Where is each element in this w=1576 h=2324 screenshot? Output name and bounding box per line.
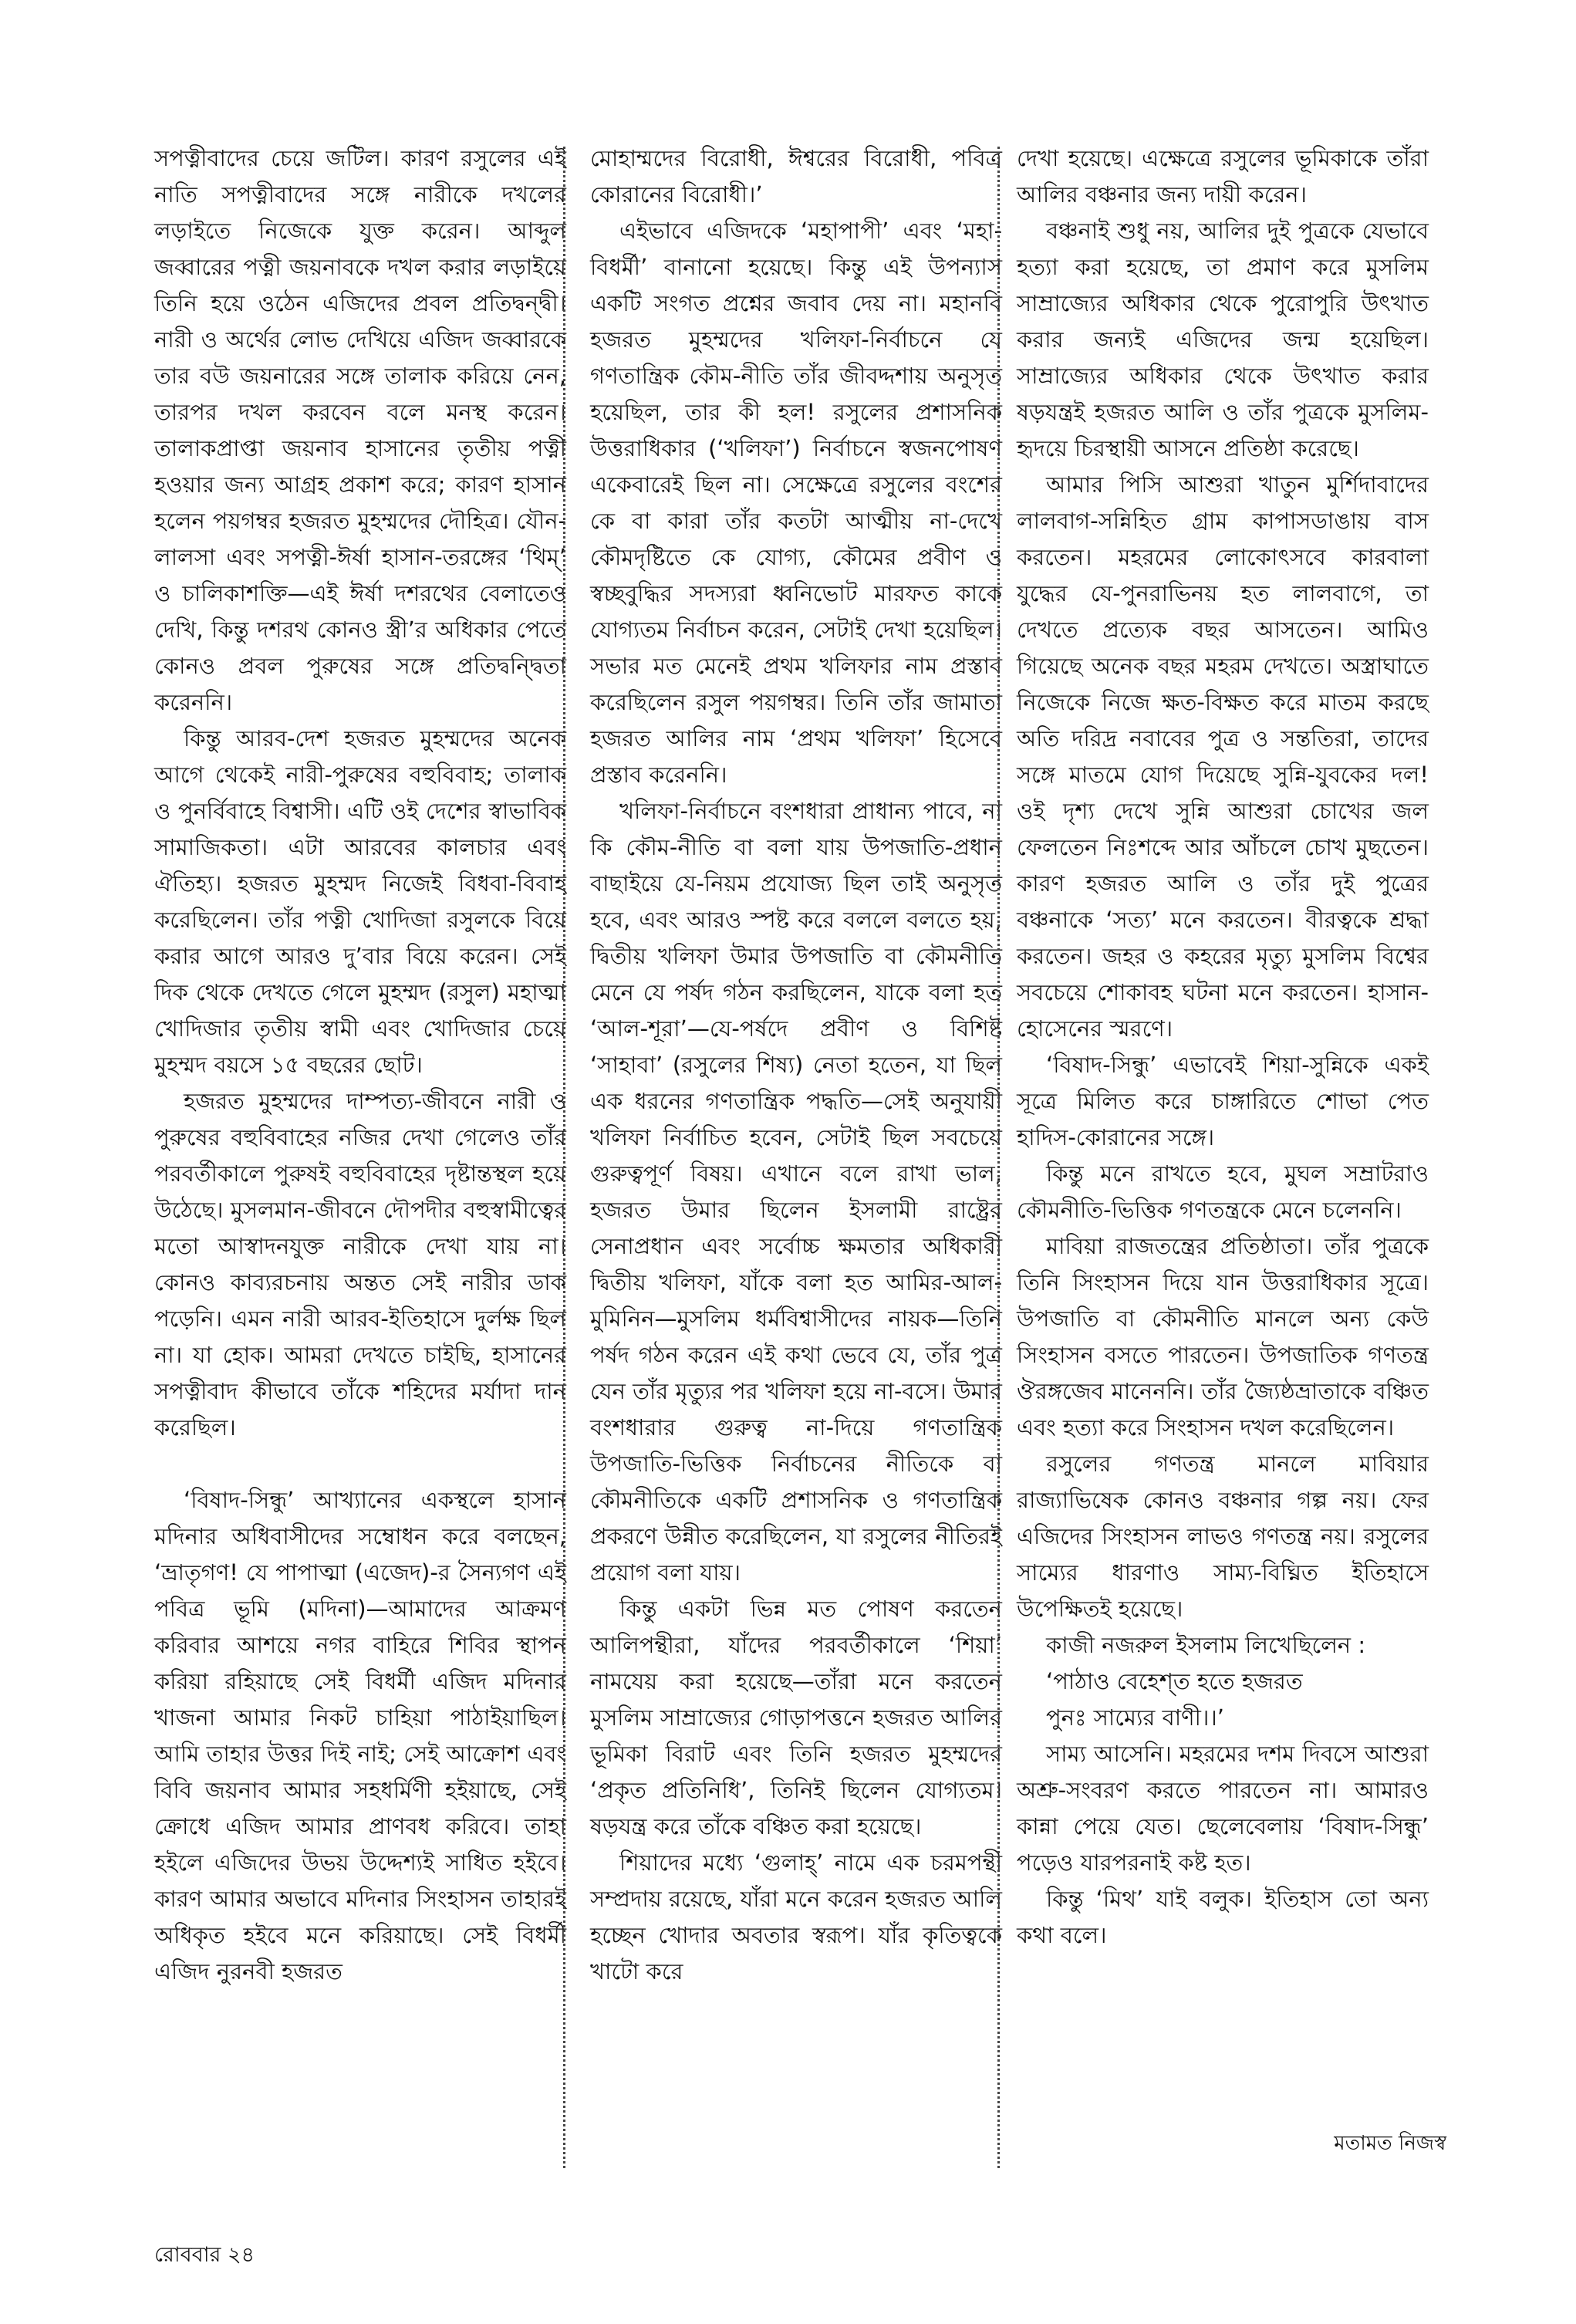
paragraph: আমার পিসি আশুরা খাতুন মুর্শিদাবাদের লালবাগ-সন্নিহিত গ্রাম কাপাসডাঙায় বাস করতেন। মহরমের লোকোৎসবে কারবালা যুদ্ধের যে-পুনরাভিনয় হত লালবাগে, তা দেখতে প্রত্যেক বছর আসতেন। আমিও গিয়েছে অনেক বছর মহরম দেখতে। অস্ত্রাঘাতে নিজেকে নিজে ক্ষত-বিক্ষত করে মাতম করছে অতি দরিদ্র নবাবের পুত্র ও সন্ততিরা, তাদের সঙ্গে মাতমে যোগ দিয়েছে সুন্নি-যুবকের দল! ওই দৃশ্য দেখে সুন্নি আশুরা চোখের জল ফেলতেন নিঃশব্দে আর আঁচলে চোখ মুছতেন। কারণ হজরত আলি ও তাঁর দুই পুত্রের বঞ্চনাকে ‘সত্য’ মনে করতেন। বীরত্বকে শ্রদ্ধা করতেন। জহর ও কহরের মৃত্যু মুসলিম বিশ্বের সবচেয়ে শোকাবহ ঘটনা মনে করতেন। হাসান-হোসেনের স্মরণে। [1017, 471, 1429, 1042]
paragraph: শিয়াদের মধ্যে ‘গুলাহ্’ নামে এক চরমপন্থী সম্প্রদায় রয়েছে, যাঁরা মনে করেন হজরত আলি হচ্ছেন খোদার অবতার স্বরূপ। যাঁর কৃতিত্বকে খাটো করে [590, 1849, 1002, 1985]
column-divider [563, 147, 565, 2168]
paragraph: কাজী নজরুল ইসলাম লিখেছিলেন : [1046, 1632, 1366, 1658]
paragraph: দেখা হয়েছে। এক্ষেত্রে রসুলের ভূমিকাকে তাঁরা আলির বঞ্চনার জন্য দায়ী করেন। [1017, 145, 1429, 208]
paragraph: কিন্তু মনে রাখতে হবে, মুঘল সম্রাটরাও কৌমনীতি-ভিত্তিক গণতন্ত্রকে মেনে চলেননি। [1017, 1160, 1429, 1223]
poem-line: পুনঃ সাম্যের বাণী।।’ [1046, 1704, 1224, 1731]
paragraph: সাম্য আসেনি। মহরমের দশম দিবসে আশুরা অশ্রু-সংবরণ করতে পারতেন না। আমারও কান্না পেয়ে যেত। ছেলেবেলায় ‘বিষাদ-সিন্ধু’ পড়েও যারপরনাই কষ্ট হত। [1017, 1741, 1429, 1876]
opinion-disclaimer: মতামত নিজস্ব [1334, 2132, 1446, 2155]
paragraph: কিন্তু আরব-দেশ হজরত মুহম্মদের অনেক আগে থেকেই নারী-পুরুষের বহুবিবাহ; তালাক ও পুনর্বিবাহে বিশ্বাসী। এটি ওই দেশের স্বাভাবিক সামাজিকতা। এটা আরবের কালচার এবং ঐতিহ্য। হজরত মুহম্মদ নিজেই বিধবা-বিবাহ করেছিলেন। তাঁর পত্নী খোদিজা রসুলকে বিয়ে করার আগে আরও দু’বার বিয়ে করেন। সেই দিক থেকে দেখতে গেলে মুহম্মদ (রসুল) মহাত্মা খোদিজার তৃতীয় স্বামী এবং খোদিজার চেয়ে মুহম্মদ বয়সে ১৫ বছরের ছোট। [154, 725, 566, 1078]
paragraph: এইভাবে এজিদকে ‘মহাপাপী’ এবং ‘মহা-বিধর্মী’ বানানো হয়েছে। কিন্তু এই উপন্যাস একটি সংগত প্রশ্নের জবাব দেয় না। মহানবি হজরত মুহম্মদের খলিফা-নির্বাচনে যে গণতান্ত্রিক কৌম-নীতি তাঁর জীবদ্দশায় অনুসৃত হয়েছিল, তার কী হল! রসুলের প্রশাসনিক উত্তরাধিকার (‘খলিফা’) নির্বাচনে স্বজনপোষণ একেবারেই ছিল না। সেক্ষেত্রে রসুলের বংশের কে বা কারা তাঁর কতটা আত্মীয় না-দেখে কৌমদৃষ্টিতে কে যোগ্য, কৌমের প্রবীণ ও স্বচ্ছবুদ্ধির সদস্যরা ধ্বনিভোট মারফত কাকে যোগ্যতম নির্বাচন করেন, সেটাই দেখা হয়েছিল। সভার মত মেনেই প্রথম খলিফার নাম প্রস্তাব করেছিলেন রসুল পয়গম্বর। তিনি তাঁর জামাতা হজরত আলির নাম ‘প্রথম খলিফা’ হিসেবে প্রস্তাব করেননি। [590, 218, 1002, 788]
paragraph: রসুলের গণতন্ত্র মানলে মাবিয়ার রাজ্যাভিষেক কোনও বঞ্চনার গল্প নয়। ফের এজিদের সিংহাসন লাভও গণতন্ত্র নয়। রসুলের সাম্যের ধারণাও সাম্য-বিঘ্নিত ইতিহাসে উপেক্ষিতই হয়েছে। [1017, 1451, 1429, 1622]
paragraph: কিন্তু একটা ভিন্ন মত পোষণ করতেন আলিপন্থীরা, যাঁদের পরবর্তীকালে ‘শিয়া’ নামযেয় করা হয়েছে—তাঁরা মনে করতেন মুসলিম সাম্রাজ্যের গোড়াপত্তনে হজরত আলির ভূমিকা বিরাট এবং তিনি হজরত মুহম্মদের ‘প্রকৃত প্রতিনিধি’, তিনিই ছিলেন যোগ্যতম। ষড়যন্ত্র করে তাঁকে বঞ্চিত করা হয়েছে। [590, 1596, 1002, 1839]
paragraph: সপত্নীবাদের চেয়ে জটিল। কারণ রসুলের এই নাতি সপত্নীবাদের সঙ্গে নারীকে দখলের লড়াইতে নিজেকে যুক্ত করেন। আব্দুল জব্বারের পত্নী জয়নাবকে দখল করার লড়াইয়ে তিনি হয়ে ওঠেন এজিদের প্রবল প্রতিদ্বন্দ্বী। নারী ও অর্থের লোভ দেখিয়ে এজিদ জব্বারকে তার বউ জয়নারের সঙ্গে তালাক করিয়ে নেন, তারপর দখল করবেন বলে মনস্থ করেন। তালাকপ্রাপ্তা জয়নাব হাসানের তৃতীয় পত্নী হওয়ার জন্য আগ্রহ প্রকাশ করে; কারণ হাসান হলেন পয়গম্বর হজরত মুহম্মদের দৌহিত্র। যৌন-লালসা এবং সপত্নী-ঈর্ষা হাসান-তরঙ্গের ‘থিম্’ ও চালিকাশক্তি—এই ঈর্ষা দশরথের বেলাতেও দেখি, কিন্তু দশরথ কোনও স্ত্রী’র অধিকার পেতে কোনও প্রবল পুরুষের সঙ্গে প্রতিদ্বন্দ্বিতা করেননি। [154, 145, 566, 715]
poem-line: ‘পাঠাও বেহেশ্‌ত হতে হজরত [1046, 1668, 1303, 1694]
paragraph: হজরত মুহম্মদের দাম্পত্য-জীবনে নারী ও পুরুষের বহুবিবাহের নজির দেখা গেলেও তাঁর পরবর্তীকালে পুরুষই বহুবিবাহের দৃষ্টান্তস্থল হয়ে উঠেছে। মুসলমান-জীবনে দৌপদীর বহুস্বামীত্বের মতো আস্বাদনযুক্ত নারীকে দেখা যায় না। কোনও কাব্যরচনায় অন্তত সেই নারীর ডাক পড়েনি। এমন নারী আরব-ইতিহাসে দুর্লক্ষ ছিল না। যা হোক। আমরা দেখতে চাইছি, হাসানের সপত্নীবাদ কীভাবে তাঁকে শহিদের মর্যাদা দান করেছিল। [154, 1088, 566, 1441]
article-column-1 [154, 140, 566, 1990]
article-column-2 [590, 140, 1002, 1990]
paragraph: খলিফা-নির্বাচনে বংশধারা প্রাধান্য পাবে, না কি কৌম-নীতি বা বলা যায় উপজাতি-প্রধান বাছাইয়ে যে-নিয়ম প্রযোজ্য ছিল তাই অনুসৃত হবে, এবং আরও স্পষ্ট করে বললে বলতে হয়, দ্বিতীয় খলিফা উমার উপজাতি বা কৌমনীতি মেনে যে পর্ষদ গঠন করছিলেন, যাকে বলা হত ‘আল-শূরা’—যে-পর্ষদে প্রবীণ ও বিশিষ্ট ‘সাহাবা’ (রসুলের শিষ্য) নেতা হতেন, যা ছিল এক ধরনের গণতান্ত্রিক পদ্ধতি—সেই অনুযায়ী খলিফা নির্বাচিত হবেন, সেটাই ছিল সবচেয়ে গুরুত্বপূর্ণ বিষয়। এখানে বলে রাখা ভাল, হজরত উমার ছিলেন ইসলামী রাষ্ট্রের সেনাপ্রধান এবং সর্বোচ্চ ক্ষমতার অধিকারী দ্বিতীয় খলিফা, যাঁকে বলা হত আমির-আল-মুমিনিন—মুসলিম ধর্মবিশ্বাসীদের নায়ক—তিনি পর্ষদ গঠন করেন এই কথা ভেবে যে, তাঁর পুত্র যেন তাঁর মৃত্যুর পর খলিফা হয়ে না-বসে। উমার বংশধারার গুরুত্ব না-দিয়ে গণতান্ত্রিক উপজাতি-ভিত্তিক নির্বাচনের নীতিকে বা কৌমনীতিকে একটি প্রশাসনিক ও গণতান্ত্রিক প্রকরণে উন্নীত করেছিলেন, যা রসুলের নীতিরই প্রয়োগ বলা যায়। [590, 798, 1002, 1586]
paragraph: ‘বিষাদ-সিন্ধু’ এভাবেই শিয়া-সুন্নিকে একই সূত্রে মিলিত করে চাঙ্গারিতে শোভা পেত হাদিস-কোরানের সঙ্গে। [1017, 1052, 1429, 1150]
paragraph: ‘বিষাদ-সিন্ধু’ আখ্যানের একস্থলে হাসান মদিনার অধিবাসীদের সম্বোধন করে বলছেন, ‘ভ্রাতৃগণ! যে পাপাত্মা (এজেদ)-র সৈন্যগণ এই পবিত্র ভূমি (মদিনা)—আমাদের আক্রমণ করিবার আশয়ে নগর বাহিরে শিবির স্থাপন করিয়া রহিয়াছে সেই বিধর্মী এজিদ মদিনার খাজনা আমার নিকট চাহিয়া পাঠাইয়াছিল। আমি তাহার উত্তর দিই নাই; সেই আক্রোশ এবং বিবি জয়নাব আমার সহধর্মিণী হইয়াছে, সেই ক্রোধে এজিদ আমার প্রাণবধ করিবে। তাহা হইলে এজিদের উভয় উদ্দেশ্যই সাধিত হইবে। কারণ আমার অভাবে মদিনার সিংহাসন তাহারই অধিকৃত হইবে মনে করিয়াছে। সেই বিধর্মী এজিদ নুরনবী হজরত [154, 1487, 566, 1985]
page-footer: রোববার ২৪ [154, 2243, 255, 2267]
paragraph: মোহাম্মদের বিরোধী, ঈশ্বরের বিরোধী, পবিত্র কোরানের বিরোধী।’ [590, 145, 1002, 208]
column-divider [997, 147, 1000, 2168]
paragraph: মাবিয়া রাজতন্ত্রের প্রতিষ্ঠাতা। তাঁর পুত্রকে তিনি সিংহাসন দিয়ে যান উত্তরাধিকার সূত্রে। উপজাতি বা কৌমনীতি মানলে অন্য কেউ সিংহাসন বসতে পারতেন। উপজাতিক গণতন্ত্র ঔরঙ্গজেব মানেননি। তাঁর জ্যৈষ্ঠভ্রাতাকে বঞ্চিত এবং হত্যা করে সিংহাসন দখল করেছিলেন। [1017, 1233, 1429, 1441]
article-column-3 [1017, 140, 1429, 1954]
paragraph: কিন্তু ‘মিথ’ যাই বলুক। ইতিহাস তো অন্য কথা বলে। [1017, 1886, 1429, 1948]
paragraph: বঞ্চনাই শুধু নয়, আলির দুই পুত্রকে যেভাবে হত্যা করা হয়েছে, তা প্রমাণ করে মুসলিম সাম্রাজ্যের অধিকার থেকে পুরোপুরি উৎখাত করার জন্যই এজিদের জন্ম হয়েছিল। সাম্রাজ্যের অধিকার থেকে উৎখাত করার ষড়যন্ত্রই হজরত আলি ও তাঁর পুত্রকে মুসলিম-হৃদয়ে চিরস্থায়ী আসনে প্রতিষ্ঠা করেছে। [1017, 218, 1429, 461]
